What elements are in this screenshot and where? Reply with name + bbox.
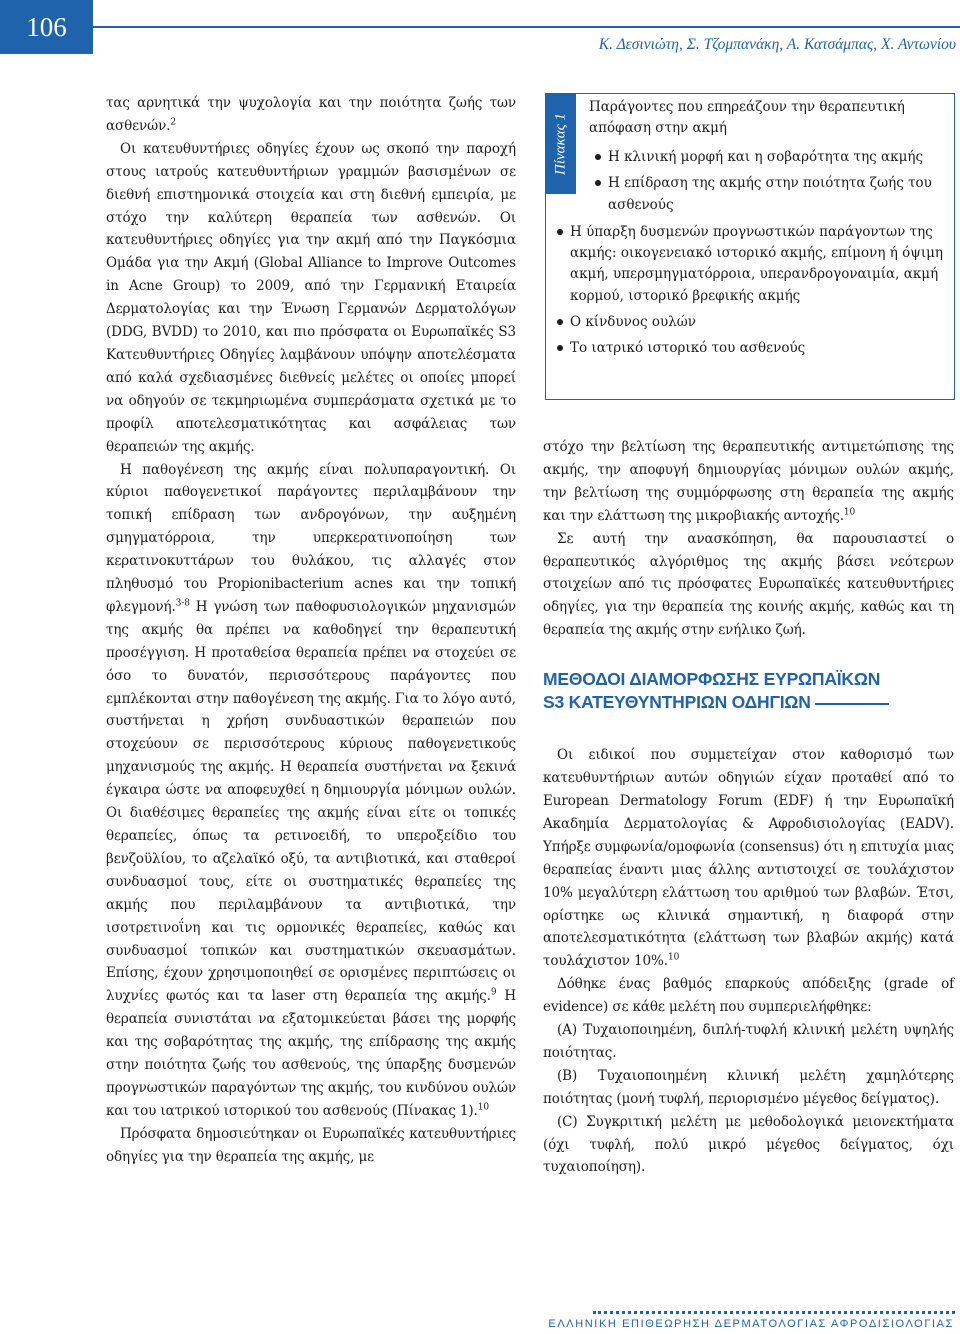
- paragraph: Σε αυτή την ανασκόπηση, θα παρουσιαστεί ο θεραπευτικός αλγόριθμος της ακμής βάσει νεότερων στοιχείων από τις πρόσφατες Ευρωπαϊκές κατευθυντήριες οδηγίες, για την θεραπεία της κοινής ακμής, καθώς και τη θεραπεία της ακμής στην ενήλικο ζωή.: [543, 530, 954, 639]
- paragraph-text: τας αρνητικά την ψυχολογία και την ποιότητα ζωής των ασθενών.: [106, 95, 516, 134]
- paragraph: (C) Συγκριτική μελέτη με μεθοδολογικά μειονεκτήματα (όχι τυφλή, πολύ μικρό μέγεθος δείγματος, όχι τυχαιοποίηση).: [543, 1113, 954, 1176]
- bullet-icon: [557, 229, 563, 235]
- section-heading-line-1: ΜΕΘΟΔΟΙ ΔΙΑΜΟΡΦΩΣΗΣ ΕΥΡΩΠΑΪΚΩΝ: [543, 669, 881, 690]
- bullet-icon: [595, 180, 601, 186]
- left-column: [106, 92, 516, 1169]
- list-item-text: Ο κίνδυνος ουλών: [570, 314, 696, 331]
- paragraph: [106, 92, 516, 138]
- citation-ref: 9: [490, 987, 497, 998]
- table-label: Πίνακας 1: [552, 113, 569, 175]
- paragraph: Οι κατευθυντήριες οδηγίες έχουν ως σκοπό την παροχή στους ιατρούς κατευθυντήριων γραμμών βασισμένων σε διεθνή επιστημονικά στοιχεία και στη διεθνή εμπειρία, με στόχο την καλύτερη θεραπεία των ασθενών. Οι κατευθυντήριες οδηγίες για την ακμή από την Παγκόσμια Ομάδα για την Ακμή (Global Alliance to Improve Outcomes in Acne Group) το 2009, από την Γερμανική Εταιρεία Δερματολογίας και την Ένωση Γερμανών Δερματολόγων (DDG, BVDD) το 2010, και πιο πρόσφατα οι Ευρωπαϊκές S3 Κατευθυντήριες Οδηγίες λαμβάνουν υπόψην αποτελέσματα από καλά σχεδιασμένες διεθνείς μελέτες οι οποίες μπορεί να οδηγούν σε τεκμηριωμένα συμπεράσματα σχετικά με το προφίλ αποτελεσματικότητας και ασφάλειας των θεραπειών της ακμής.: [106, 140, 516, 455]
- paragraph: (Α) Τυχαιοποιημένη, διπλή-τυφλή κλινική μελέτη υψηλής ποιότητας.: [543, 1022, 954, 1061]
- right-column: [543, 436, 954, 1179]
- paragraph: [543, 436, 954, 528]
- list-item: [554, 222, 950, 307]
- bullet-icon: [595, 154, 601, 160]
- paragraph: Πρόσφατα δημοσιεύτηκαν οι Ευρωπαϊκές κατευθυντήριες οδηγίες για την θεραπεία της ακμής, με: [106, 1125, 516, 1165]
- section-heading-line-2: S3 ΚΑΤΕΥΘΥΝΤΗΡΙΩΝ ΟΔΗΓΙΩΝ: [543, 692, 811, 713]
- paragraph-text: Η γνώση των παθοφυσιολογικών μηχανισμών της ακμής θα πρέπει να καθοδηγεί την θεραπευτική προσέγγιση. Η προταθείσα θεραπεία πρέπει να στοχεύει σε όσο το δυνατόν, περισσότερους παράγοντες που εμπλέκονται στην παθογένεση της ακμής. Για το λόγο αυτό, συστήνεται η χρήση συνδυαστικών θεραπειών που στοχεύουν σε περισσότερους κύριους παθογενετικούς μηχανισμούς της ακμής. Η θεραπεία συστήνεται να ξεκινά έγκαιρα ώστε να αποφευχθεί η δημιουργία μόνιμων ουλών. Οι διαθέσιμες θεραπείες της ακμής είναι είτε οι τοπικές θεραπείες, όπως τα ρετινοειδή, το υπεροξείδιο του βενζοϋλίου, το αζελαϊκό οξύ, τα αντιβιοτικά, και σταθεροί συνδυασμοί τους, είτε οι συστηματικές θεραπείες της ακμής που περιλαμβάνουν τα αντιβιοτικά, την ισοτρετινοΐνη και τις ορμονικές θεραπείες, καθώς και συνδυασμοί τοπικών και συστηματικών σκευασμάτων. Επίσης, έχουν χρησιμοποιηθεί σε ορισμένες περιπτώσεις οι λυχνίες φωτός και τα laser στη θεραπεία της ακμής.: [106, 598, 516, 1005]
- paragraph-text: Η θεραπεία συνιστάται να εξατομικεύεται βάσει της μορφής και της σοβαρότητας της ακμής, της επίδρασης της ακμής στην ποιότητα ζωής του ασθενούς, της ύπαρξης δυσμενών προγνωστικών παραγόντων της ακμής, του κινδύνου ουλών και του ιατρικού ιστορικού του ασθενούς (Πίνακας 1).: [106, 988, 516, 1119]
- list-item-text: Το ιατρικό ιστορικό του ασθενούς: [570, 340, 806, 357]
- list-item-text: Η ύπαρξη δυσμενών προγνωστικών παράγοντων της ακμής: οικογενειακό ιστορικό ακμής, επίμονη ή όψιμη ακμή, υπερσμηγματόρροια, υπερανδρογοναιμία, ακμή κορμού, ιστορικό βρεφικής ακμής: [570, 223, 943, 304]
- paragraph-text: Οι ειδικοί που συμμετείχαν στον καθορισμό των κατευθυντήριων αυτών οδηγιών είχαν προταθεί από το European Dermatology Forum (EDF) ή την Ευρωπαϊκή Ακαδημία Δερματολογίας & Αφροδισιολογίας (EADV). Υπήρξε συμφωνία/ομοφωνία (consensus) ότι η επιτυχία μιας θεραπείας έναντι μιας άλλης αντιστοιχεί σε τουλάχιστον 10% μεγαλύτερη ελάττωση του αριθμού των βλαβών. Έτσι, ορίστηκε ως κλινικά σημαντική, η διαφορά στην αποτελεσματικότητα (ελάττωση των βλαβών ακμής) κατά τουλάχιστον 10%.: [543, 747, 954, 970]
- footer-dotted-rule: [593, 1311, 955, 1314]
- paragraph: [543, 744, 954, 973]
- citation-ref: 10: [667, 952, 680, 963]
- list-item: [554, 312, 950, 333]
- table-factor-list: [554, 147, 950, 365]
- list-item: [592, 173, 950, 216]
- paragraph: (Β) Τυχαιοποιημένη κλινική μελέτη χαμηλότερης ποιότητας (μονή τυφλή, περιορισμένο μέγεθος δείγματος).: [543, 1067, 954, 1107]
- paragraph: Δόθηκε ένας βαθμός επαρκούς απόδειξης (grade of evidence) σε κάθε μελέτη που συμπεριελήφθηκε:: [543, 976, 954, 1016]
- list-item-text: Η κλινική μορφή και η σοβαρότητα της ακμής: [608, 149, 924, 165]
- heading-rule: [815, 703, 889, 705]
- bullet-icon: [557, 345, 563, 351]
- citation-ref: 10: [843, 507, 856, 518]
- list-item: [554, 338, 950, 359]
- paragraph-text: Η παθογένεση της ακμής είναι πολυπαραγοντική. Οι κύριοι παθογενετικοί παράγοντες περιλαμβάνουν την τοπική επίδραση των ανδρογόνων, την αυξημένη σμηγματόρροια, την υπερκερατινοποίηση των κερατινοκυττάρων του θυλάκου, τις αλλαγές στον πληθυσμό του Propionibacterium acnes και την τοπική φλεγμονή.: [106, 461, 516, 615]
- list-item-text: Η επίδραση της ακμής στην ποιότητα ζωής του ασθενούς: [608, 175, 932, 213]
- footer-journal-name: ΕΛΛΗΝΙΚΗ ΕΠΙΘΕΩΡΗΣΗ ΔΕΡΜΑΤΟΛΟΓΙΑΣ ΑΦΡΟΔΙΣΙΟΛΟΓΙΑΣ: [548, 1318, 954, 1330]
- paragraph: [106, 459, 516, 1123]
- citation-ref: 2: [170, 117, 177, 128]
- bullet-icon: [557, 319, 563, 325]
- citation-ref: 3-8: [175, 598, 190, 609]
- running-header-authors: Κ. Δεσινιώτη, Σ. Τζομπανάκη, Α. Κατσάμπας, Χ. Αντωνίου: [598, 36, 956, 53]
- table-1-box: [545, 93, 955, 400]
- citation-ref: 10: [477, 1102, 490, 1113]
- section-heading: [543, 668, 954, 714]
- page-number: 106: [0, 0, 93, 54]
- list-item: [592, 147, 950, 168]
- header-rule: [93, 26, 960, 28]
- table-title: Παράγοντες που επηρεάζουν την θεραπευτική απόφαση στην ακμή: [589, 99, 905, 136]
- paragraph-text: στόχο την βελτίωση της θεραπευτικής αντιμετώπισης της ακμής, την αποφυγή δημιουργίας μόνιμων ουλών ακμής, την βελτίωση της συμμόρφωσης στη θεραπεία της ακμής και την ελάττωση της μικροβιακής αντοχής.: [543, 439, 954, 524]
